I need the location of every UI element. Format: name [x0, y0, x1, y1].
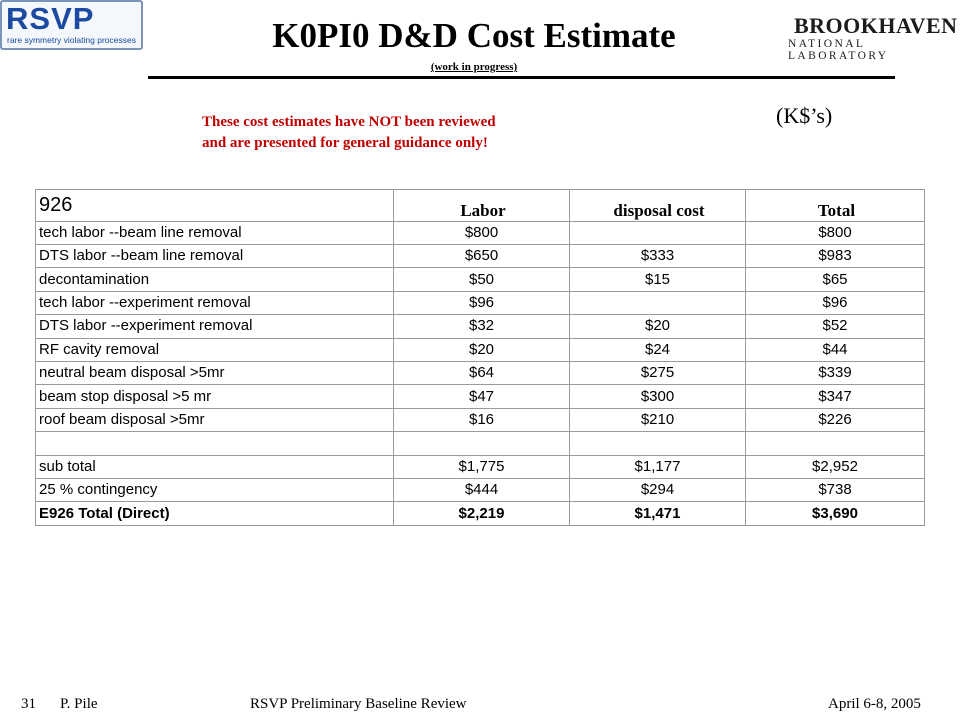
table-row: [36, 221, 925, 244]
value-cell: $15: [570, 268, 746, 291]
title-divider: [148, 76, 895, 79]
value-cell: $96: [746, 291, 925, 314]
row-label-cell: tech labor --beam line removal: [36, 221, 394, 244]
table-row: [36, 479, 925, 502]
rsvp-logo-tagline: rare symmetry violating processes: [7, 35, 136, 45]
value-cell: $2,219: [394, 502, 570, 526]
footer-date: April 6-8, 2005: [828, 696, 921, 712]
row-label-cell: sub total: [36, 455, 394, 478]
cost-table: [35, 189, 925, 526]
value-cell: $20: [570, 315, 746, 338]
value-cell: [570, 221, 746, 244]
table-header-row: [36, 190, 925, 222]
table-row: [36, 315, 925, 338]
table-row: [36, 291, 925, 314]
table-row: [36, 268, 925, 291]
rsvp-logo: [0, 0, 143, 50]
row-label-cell: DTS labor --experiment removal: [36, 315, 394, 338]
column-header: Total: [746, 190, 925, 222]
value-cell: $3,690: [746, 502, 925, 526]
value-cell: $333: [570, 244, 746, 267]
value-cell: [570, 432, 746, 455]
value-cell: $983: [746, 244, 925, 267]
value-cell: $32: [394, 315, 570, 338]
row-label-cell: decontamination: [36, 268, 394, 291]
table-row: [36, 244, 925, 267]
value-cell: $1,177: [570, 455, 746, 478]
slide-number: 31: [21, 696, 36, 712]
value-cell: $210: [570, 408, 746, 431]
value-cell: [746, 432, 925, 455]
row-label-cell: neutral beam disposal >5mr: [36, 362, 394, 385]
row-label-cell: beam stop disposal >5 mr: [36, 385, 394, 408]
disclaimer-line-2: and are presented for general guidance only!: [202, 135, 488, 151]
value-cell: $347: [746, 385, 925, 408]
value-cell: $294: [570, 479, 746, 502]
value-cell: $1,471: [570, 502, 746, 526]
bnl-logo: [788, 13, 958, 62]
slide-subtitle: (work in progress): [430, 61, 518, 73]
value-cell: $44: [746, 338, 925, 361]
column-header: disposal cost: [570, 190, 746, 222]
value-cell: $800: [394, 221, 570, 244]
column-header: 926: [36, 190, 394, 222]
row-label-cell: [36, 432, 394, 455]
value-cell: $339: [746, 362, 925, 385]
row-label-cell: tech labor --experiment removal: [36, 291, 394, 314]
table-row: [36, 455, 925, 478]
units-label: (K$’s): [776, 103, 833, 128]
value-cell: [570, 291, 746, 314]
value-cell: $300: [570, 385, 746, 408]
value-cell: $1,775: [394, 455, 570, 478]
value-cell: $16: [394, 408, 570, 431]
rsvp-logo-word: RSVP: [6, 1, 95, 36]
value-cell: $52: [746, 315, 925, 338]
value-cell: $65: [746, 268, 925, 291]
value-cell: $275: [570, 362, 746, 385]
disclaimer: [202, 112, 622, 154]
footer-author: P. Pile: [60, 696, 98, 712]
table-row: [36, 385, 925, 408]
row-label-cell: roof beam disposal >5mr: [36, 408, 394, 431]
value-cell: $64: [394, 362, 570, 385]
value-cell: $96: [394, 291, 570, 314]
slide-title: K0PI0 D&D Cost Estimate: [272, 16, 676, 55]
value-cell: $2,952: [746, 455, 925, 478]
value-cell: $20: [394, 338, 570, 361]
disclaimer-line-1: These cost estimates have NOT been reviewed: [202, 114, 496, 130]
footer-event: RSVP Preliminary Baseline Review: [250, 696, 467, 712]
row-label-cell: E926 Total (Direct): [36, 502, 394, 526]
value-cell: $50: [394, 268, 570, 291]
row-label-cell: 25 % contingency: [36, 479, 394, 502]
row-label-cell: RF cavity removal: [36, 338, 394, 361]
bnl-logo-top: BROOKHAVEN: [794, 13, 958, 38]
value-cell: $24: [570, 338, 746, 361]
value-cell: [394, 432, 570, 455]
table-row: [36, 362, 925, 385]
value-cell: $650: [394, 244, 570, 267]
column-header: Labor: [394, 190, 570, 222]
value-cell: $226: [746, 408, 925, 431]
value-cell: $444: [394, 479, 570, 502]
value-cell: $738: [746, 479, 925, 502]
table-row: [36, 502, 925, 526]
row-label-cell: DTS labor --beam line removal: [36, 244, 394, 267]
table-row: [36, 338, 925, 361]
table-row: [36, 432, 925, 455]
value-cell: $800: [746, 221, 925, 244]
table-row: [36, 408, 925, 431]
bnl-logo-bottom: NATIONAL LABORATORY: [788, 38, 889, 62]
value-cell: $47: [394, 385, 570, 408]
